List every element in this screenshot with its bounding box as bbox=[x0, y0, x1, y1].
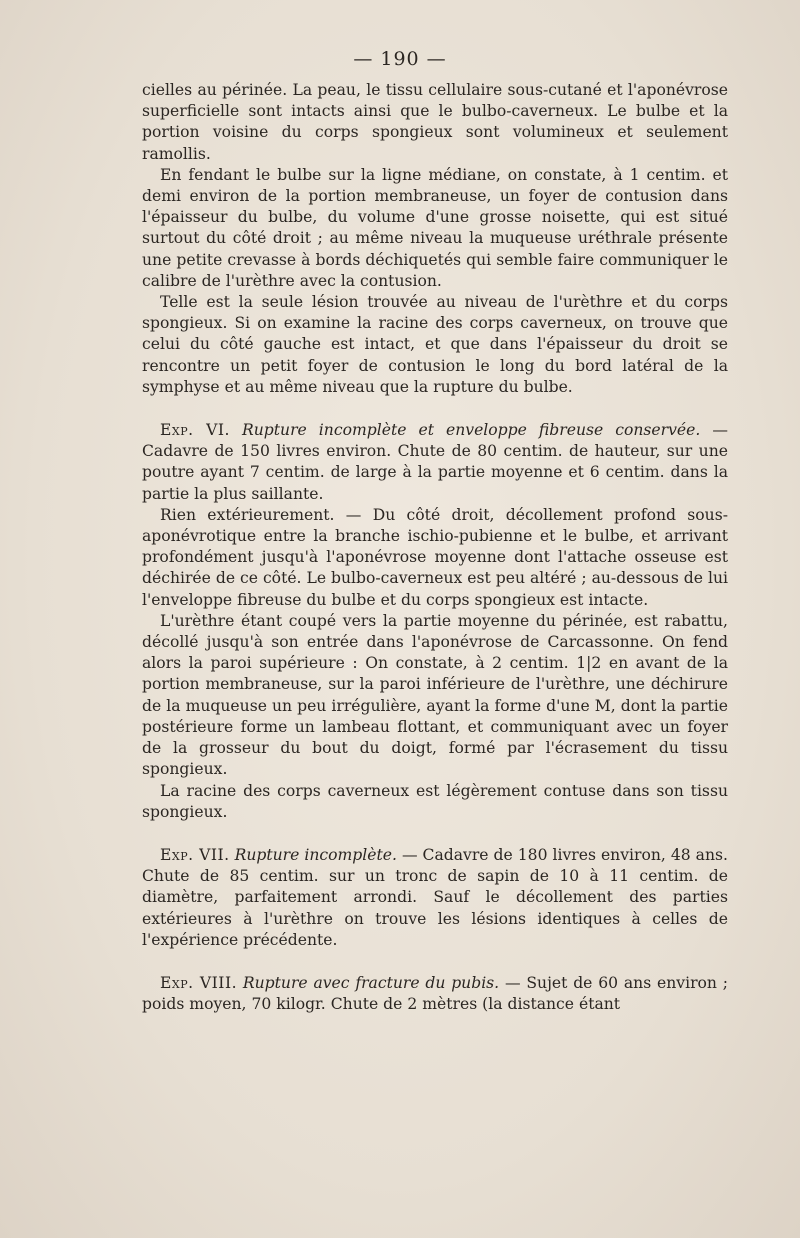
experiment-title: Rupture avec fracture du pubis. bbox=[242, 973, 500, 992]
section-spacer bbox=[142, 823, 728, 845]
body-text bbox=[142, 80, 728, 1015]
experiment-6-heading-paragraph bbox=[142, 420, 728, 505]
paragraph-3: Telle est la seule lésion trouvée au niveau de l'urèthre et du corps spongieux. Si on examine la racine des corps caverneux, on trouve que celui du côté gauche est intact, et que dans l'épaisseur du droit se rencontre un petit foyer de contusion le long du bord latéral de la symphyse et au même niveau que la rupture du bulbe. bbox=[142, 293, 728, 396]
experiment-7-heading-paragraph bbox=[142, 845, 728, 951]
experiment-title: Rupture incomplète. bbox=[234, 845, 397, 864]
experiment-label: Exp. VI. bbox=[160, 421, 230, 440]
paragraph-6: L'urèthre étant coupé vers la partie moyenne du périnée, est rabattu, décollé jusqu'à son entrée dans l'aponévrose de Carcassonne. On fend alors la paroi supérieure : On constate, à 2 centim. 1|2 en avant de la portion membraneuse, sur la paroi inférieure de l'urèthre, une déchirure de la muqueuse un peu irrégulière, ayant la forme d'une M, dont la partie postérieure forme un lambeau flottant, et communiquant avec un foyer de la grosseur du bout du doigt, formé par l'écrasement du tissu spongieux. bbox=[142, 611, 728, 779]
experiment-text: — Cadavre de 150 livres environ. Chute de 80 centim. de hauteur, sur une poutre ayant 7 centim. de large à la partie moyenne et 6 centim. dans la partie la plus saillante. bbox=[142, 421, 728, 503]
page-number: — 190 — bbox=[353, 48, 447, 70]
paragraph-7: La racine des corps caverneux est légèrement contuse dans son tissu spongieux. bbox=[142, 781, 728, 821]
experiment-title: Rupture incomplète et enveloppe fibreuse conservée. bbox=[242, 421, 701, 440]
experiment-text: — Cadavre de 180 livres environ, 48 ans. Chute de 85 centim. sur un tronc de sapin de 10 à 11 centim. de diamètre, parfaitement arrondi. Sauf le décollement des parties extérieures à l'urèthre on trouve les lésions identiques à celles de l'expérience précédente. bbox=[142, 845, 728, 949]
paragraph-2: En fendant le bulbe sur la ligne médiane, on constate, à 1 centim. et demi environ de la portion membraneuse, un foyer de contusion dans l'épaisseur du bulbe, du volume d'une grosse noisette, qui est situé surtout du côté droit ; au même niveau la muqueuse uréthrale présente une petite crevasse à bords déchiquetés qui semble faire communiquer le calibre de l'urèthre avec la contusion. bbox=[142, 165, 728, 290]
section-spacer bbox=[142, 398, 728, 420]
experiment-label: Exp. VIII. bbox=[160, 973, 238, 992]
paragraph-1: cielles au périnée. La peau, le tissu cellulaire sous-cutané et l'aponévrose superficielle sont intacts ainsi que le bulbo-caverneux. Le bulbe et la portion voisine du corps spongieux sont volumineux et seulement ramollis. bbox=[142, 81, 728, 163]
experiment-label: Exp. VII. bbox=[160, 845, 230, 864]
experiment-text: — Sujet de 60 ans environ ; poids moyen, 70 kilogr. Chute de 2 mètres (la distance étant bbox=[142, 973, 729, 1014]
experiment-8-heading-paragraph bbox=[142, 973, 728, 1015]
section-spacer bbox=[142, 951, 728, 973]
paragraph-5: Rien extérieurement. — Du côté droit, décollement profond sous-aponévrotique entre la branche ischio-pubienne et le bulbe, et arrivant profondément jusqu'à l'aponévrose moyenne dont l'attache osseuse est déchirée de ce côté. Le bulbo-caverneux est peu altéré ; au-dessous de lui l'enveloppe fibreuse du bulbe et du corps spongieux est intacte. bbox=[142, 505, 728, 609]
